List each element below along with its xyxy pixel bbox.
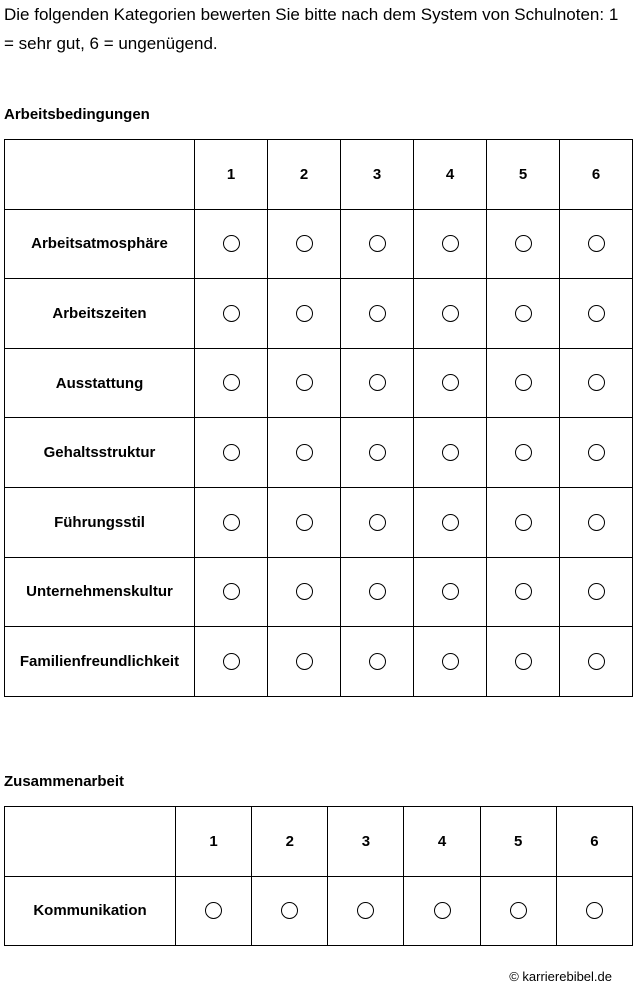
grade-header-2: 2	[268, 140, 341, 210]
rating-cell	[268, 418, 341, 488]
grade-header-1: 1	[195, 140, 268, 210]
radio-gehaltsstruktur-grade-3[interactable]	[369, 444, 386, 461]
rating-cell	[268, 487, 341, 557]
rating-cell	[560, 557, 633, 627]
rating-cell	[268, 557, 341, 627]
grade-header-1: 1	[176, 807, 252, 877]
radio-fuehrungsstil-grade-1[interactable]	[223, 514, 240, 531]
rating-cell	[414, 557, 487, 627]
grade-header-4: 4	[404, 807, 480, 877]
radio-arbeitszeiten-grade-3[interactable]	[369, 305, 386, 322]
grade-header-row	[5, 140, 633, 210]
rating-cell	[487, 557, 560, 627]
copyright-text: © karrierebibel.de	[509, 969, 612, 984]
radio-unternehmenskultur-grade-3[interactable]	[369, 583, 386, 600]
radio-unternehmenskultur-grade-1[interactable]	[223, 583, 240, 600]
radio-arbeitszeiten-grade-6[interactable]	[588, 305, 605, 322]
category-label: Unternehmenskultur	[5, 557, 195, 627]
rating-cell	[556, 876, 632, 946]
rating-cell	[414, 209, 487, 279]
grade-header-5: 5	[487, 140, 560, 210]
rating-cell	[487, 209, 560, 279]
category-row-ausstattung	[5, 348, 633, 418]
radio-gehaltsstruktur-grade-6[interactable]	[588, 444, 605, 461]
rating-cell	[487, 487, 560, 557]
radio-fuehrungsstil-grade-3[interactable]	[369, 514, 386, 531]
rating-cell	[404, 876, 480, 946]
rating-cell	[195, 209, 268, 279]
grade-header-3: 3	[341, 140, 414, 210]
rating-cell	[341, 627, 414, 697]
radio-familienfreundlichkeit-grade-3[interactable]	[369, 653, 386, 670]
rating-table-zusammenarbeit	[4, 806, 633, 946]
rating-cell	[195, 627, 268, 697]
radio-ausstattung-grade-4[interactable]	[442, 374, 459, 391]
rating-cell	[560, 418, 633, 488]
rating-cell	[195, 348, 268, 418]
radio-arbeitsatmosphaere-grade-2[interactable]	[296, 235, 313, 252]
rating-cell	[560, 209, 633, 279]
radio-kommunikation-grade-3[interactable]	[357, 902, 374, 919]
category-row-kommunikation	[5, 876, 633, 946]
rating-cell	[341, 557, 414, 627]
radio-ausstattung-grade-6[interactable]	[588, 374, 605, 391]
radio-arbeitsatmosphaere-grade-1[interactable]	[223, 235, 240, 252]
category-label: Führungsstil	[5, 487, 195, 557]
section-title-arbeitsbedingungen: Arbeitsbedingungen	[4, 106, 150, 123]
rating-cell	[414, 418, 487, 488]
radio-arbeitszeiten-grade-1[interactable]	[223, 305, 240, 322]
radio-gehaltsstruktur-grade-1[interactable]	[223, 444, 240, 461]
radio-ausstattung-grade-5[interactable]	[515, 374, 532, 391]
rating-cell	[268, 279, 341, 349]
category-label: Familienfreundlichkeit	[5, 627, 195, 697]
rating-cell	[560, 627, 633, 697]
radio-kommunikation-grade-1[interactable]	[205, 902, 222, 919]
radio-kommunikation-grade-5[interactable]	[510, 902, 527, 919]
radio-unternehmenskultur-grade-5[interactable]	[515, 583, 532, 600]
radio-unternehmenskultur-grade-4[interactable]	[442, 583, 459, 600]
radio-unternehmenskultur-grade-2[interactable]	[296, 583, 313, 600]
rating-cell	[487, 348, 560, 418]
rating-cell	[268, 209, 341, 279]
radio-fuehrungsstil-grade-4[interactable]	[442, 514, 459, 531]
grade-header-2: 2	[252, 807, 328, 877]
header-blank-cell	[5, 140, 195, 210]
radio-arbeitszeiten-grade-5[interactable]	[515, 305, 532, 322]
category-label: Arbeitszeiten	[5, 279, 195, 349]
radio-arbeitsatmosphaere-grade-5[interactable]	[515, 235, 532, 252]
category-row-unternehmenskultur	[5, 557, 633, 627]
category-row-arbeitsatmosphaere	[5, 209, 633, 279]
radio-kommunikation-grade-6[interactable]	[586, 902, 603, 919]
radio-ausstattung-grade-3[interactable]	[369, 374, 386, 391]
rating-cell	[252, 876, 328, 946]
radio-kommunikation-grade-2[interactable]	[281, 902, 298, 919]
radio-gehaltsstruktur-grade-2[interactable]	[296, 444, 313, 461]
rating-cell	[560, 487, 633, 557]
rating-cell	[176, 876, 252, 946]
rating-cell	[195, 557, 268, 627]
radio-arbeitszeiten-grade-2[interactable]	[296, 305, 313, 322]
rating-cell	[414, 627, 487, 697]
radio-familienfreundlichkeit-grade-1[interactable]	[223, 653, 240, 670]
radio-gehaltsstruktur-grade-4[interactable]	[442, 444, 459, 461]
radio-arbeitszeiten-grade-4[interactable]	[442, 305, 459, 322]
rating-cell	[328, 876, 404, 946]
radio-arbeitsatmosphaere-grade-3[interactable]	[369, 235, 386, 252]
category-label: Ausstattung	[5, 348, 195, 418]
radio-ausstattung-grade-2[interactable]	[296, 374, 313, 391]
rating-cell	[195, 279, 268, 349]
category-row-fuehrungsstil	[5, 487, 633, 557]
radio-gehaltsstruktur-grade-5[interactable]	[515, 444, 532, 461]
rating-cell	[560, 348, 633, 418]
grade-header-6: 6	[556, 807, 632, 877]
section-title-zusammenarbeit: Zusammenarbeit	[4, 773, 125, 790]
rating-cell	[414, 348, 487, 418]
radio-kommunikation-grade-4[interactable]	[434, 902, 451, 919]
radio-arbeitsatmosphaere-grade-6[interactable]	[588, 235, 605, 252]
rating-cell	[341, 487, 414, 557]
category-row-familienfreundlichkeit	[5, 627, 633, 697]
rating-cell	[487, 627, 560, 697]
rating-cell	[341, 279, 414, 349]
rating-cell	[195, 487, 268, 557]
radio-arbeitsatmosphaere-grade-4[interactable]	[442, 235, 459, 252]
grade-header-6: 6	[560, 140, 633, 210]
header-blank-cell	[5, 807, 176, 877]
rating-cell	[195, 418, 268, 488]
radio-fuehrungsstil-grade-6[interactable]	[588, 514, 605, 531]
grade-header-4: 4	[414, 140, 487, 210]
grade-header-3: 3	[328, 807, 404, 877]
category-label: Gehaltsstruktur	[5, 418, 195, 488]
radio-familienfreundlichkeit-grade-2[interactable]	[296, 653, 313, 670]
radio-familienfreundlichkeit-grade-6[interactable]	[588, 653, 605, 670]
rating-cell	[487, 418, 560, 488]
rating-cell	[341, 418, 414, 488]
grade-header-row	[5, 807, 633, 877]
radio-familienfreundlichkeit-grade-5[interactable]	[515, 653, 532, 670]
rating-table-arbeitsbedingungen	[4, 139, 633, 697]
intro-text: Die folgenden Kategorien bewerten Sie bitte nach dem System von Schulnoten: 1 = sehr gut, 6 = ungenügend.	[4, 5, 619, 53]
rating-cell	[268, 348, 341, 418]
grade-header-5: 5	[480, 807, 556, 877]
category-row-arbeitszeiten	[5, 279, 633, 349]
radio-fuehrungsstil-grade-5[interactable]	[515, 514, 532, 531]
category-label: Arbeitsatmosphäre	[5, 209, 195, 279]
radio-familienfreundlichkeit-grade-4[interactable]	[442, 653, 459, 670]
rating-cell	[414, 279, 487, 349]
rating-cell	[560, 279, 633, 349]
rating-cell	[414, 487, 487, 557]
radio-unternehmenskultur-grade-6[interactable]	[588, 583, 605, 600]
rating-cell	[341, 348, 414, 418]
rating-cell	[268, 627, 341, 697]
radio-ausstattung-grade-1[interactable]	[223, 374, 240, 391]
rating-cell	[487, 279, 560, 349]
category-label: Kommunikation	[5, 876, 176, 946]
rating-cell	[480, 876, 556, 946]
rating-cell	[341, 209, 414, 279]
radio-fuehrungsstil-grade-2[interactable]	[296, 514, 313, 531]
category-row-gehaltsstruktur	[5, 418, 633, 488]
